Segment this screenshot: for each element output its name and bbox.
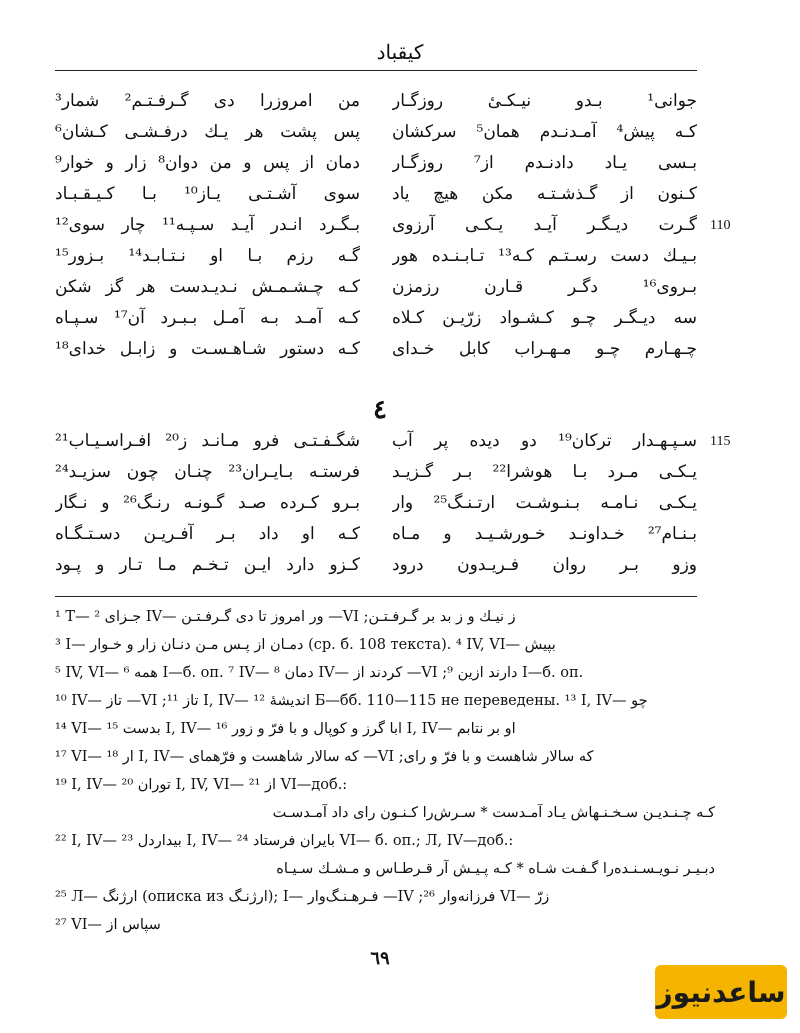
watermark-logo [655,965,787,1019]
verses-bottom [55,426,731,581]
verse-line [55,303,697,334]
hemistich-right: یـکـی مـرد بـا هوشرا²² بـر گـزیـد [392,462,697,482]
hemistich-left: شگـفـتـی فرو مـانـد ز²⁰ افـراسـیـاب²¹ [55,431,360,451]
verse-line [55,426,731,457]
footnote-line: ³ I— دمـان از پـس مـن دنـان زار و خـوار (ср. б. 108 текста). ⁴ IV, VI— بپیش [55,637,556,653]
footnote-line: ²⁷ VI— سپاس از [55,917,161,933]
footnote-line: ¹⁰ IV— تاز —VI ;تاز ¹¹ I, IV— اندیشهٔ ¹² Б—бб. 110—115 не переведены. ¹³ I, IV— چو [55,693,648,709]
footnote-line: دبـیـر نـویـسـنـده‌را گـفـت شـاه * کـه پـیـش آر قـرطـاس و مـشـك سـیـاه [276,861,715,877]
hemistich-right: گـرت دیـگـر آیـد یـکـی آرزوی [392,215,697,235]
verse-line [55,148,697,179]
hemistich-right: سه دیـگـر چـو کـشـواد زرّیـن کـلاه [392,308,697,328]
line-number: 115 [710,434,731,449]
logo-text: ساعدنیوز [656,975,786,1009]
hemistich-left: کـه چـشـمـش نـدیـدست هر گز شکن [55,277,360,297]
verse-line [55,457,697,488]
verse-line [55,117,697,148]
hemistich-left: گـه رزم بـا او نـتـابـد¹⁴ بـزور¹⁵ [55,246,360,266]
hemistich-left: دمان از پس و من دوان⁸ زار و خوار⁹ [55,153,360,173]
hemistich-right: کـنون از گـذشـتـه مکن هیچ یاد [392,184,697,204]
verse-line [55,241,697,272]
hemistich-right: وزو بـر روان فـریـدون درود [392,555,697,575]
footnote-line: ¹⁴ VI— بدست ¹⁵ I, IV— ابا گرز و کوپال و با فرّ و زور ¹⁶ I, IV— او بر نتابم [55,721,516,737]
section-number: ٤ [373,395,387,425]
hemistich-right: کـه پیش⁴ آمـدنـدم همان⁵ سرکشان [392,122,697,142]
verse-line [55,334,697,365]
verse-line [55,550,697,581]
footnote-line: ¹⁹ I, IV— توران ²⁰ I, IV, VI— از ²¹ VI—доб.: [55,777,348,793]
footnote-line: ¹ T— جـزای ² IV— ور امروز تا دی گـرفـتـن —VI ;ز نیـك و ز بد بر گـرفـتـن [55,609,516,625]
hemistich-left: کـه دستور شـاهـسـت و زابـل خدای¹⁸ [55,339,360,359]
footnote-line: کـه چـنـدیـن سـخـنـهاش یـاد آمـدست * سـرش‌را کـنـون رای داد آمـدسـت [272,805,715,821]
hemistich-right: بـیـك دست رسـتـم کـه¹³ تـابـنـده هور [392,246,697,266]
footnote-line: ²⁵ Л— ارژنگ (описка из ارژنـگ); I— فـرهـنـگ‌وار —IV ;فرزانه‌وار ²⁶ VI— زرّ [55,889,550,905]
hemistich-right: جوانی¹ بـدو نیـکـیٔ روزگـار [392,91,697,111]
hemistich-left: سوی آشـتـی یـاز¹⁰ بـا کـیـقـبـاد [55,184,360,204]
hemistich-left: پس پشت هر یـك درفـشـی کـشان⁶ [55,122,360,142]
hemistich-left: کـزو دارد ایـن تـخـم مـا تـار و پـود [55,555,360,575]
hemistich-right: بـسی یـاد دادنـدم از⁷ روزگـار [392,153,697,173]
hemistich-right: بـروی¹⁶ دگـر قـارن رزمزن [392,277,697,297]
notes-rule [55,596,697,597]
verse-line [55,488,697,519]
hemistich-right: یـکـی نـامـه بـنـوشـت ارتـنـگ²⁵ وار [392,493,697,513]
verse-line [55,519,697,550]
hemistich-right: بـنـام²⁷ خـداونـد خـورشـیـد و مـاه [392,524,697,544]
page-number: ٦٩ [370,948,390,969]
line-number: 110 [710,218,731,233]
footnote-line: ¹⁷ VI— ار ¹⁸ I, IV— که سالار شاهست و فرّهمای —VI ;که سالار شاهست و با فرّ و رای [55,749,594,765]
hemistich-left: بـرو کـرده صـد گـونـه رنـگ²⁶ و نـگار [55,493,360,513]
hemistich-left: من امروزرا دی گـرفـتـم² شمار³ [55,91,360,111]
header-rule [55,70,697,71]
hemistich-left: بـگـرد انـدر آیـد سـپـه¹¹ چار سوی¹² [55,215,360,235]
footnotes [55,603,715,939]
verse-line [55,179,697,210]
hemistich-right: سـپـهـدار ترکان¹⁹ دو دیده پر آب [392,431,697,451]
hemistich-left: کـه آمـد بـه آمـل بـبـرد آن¹⁷ سـپـاه [55,308,360,328]
footnote-line: ⁵ IV, VI— همه ⁶ I—б. оп. ⁷ IV— دمان ⁸ IV— کردند از —VI ;دارند ازین ⁹ I—б. оп. [55,665,584,681]
verse-line [55,86,697,117]
hemistich-left: کـه او داد بـر آفـریـن دسـتـگـاه [55,524,360,544]
verse-line [55,210,731,241]
verse-line [55,272,697,303]
hemistich-left: فرستـه بـایـران²³ چنـان چون سزیـد²⁴ [55,462,360,482]
verses-top [55,86,731,365]
footnote-line: ²² I, IV— بیداردل ²³ I, IV— بایران فرستاد ²⁴ VI— б. оп.; Л, IV—доб.: [55,833,514,849]
hemistich-right: چـهـارم چـو مـهـراب کابل خـدای [392,339,697,359]
page-header: کیقباد [376,40,424,64]
